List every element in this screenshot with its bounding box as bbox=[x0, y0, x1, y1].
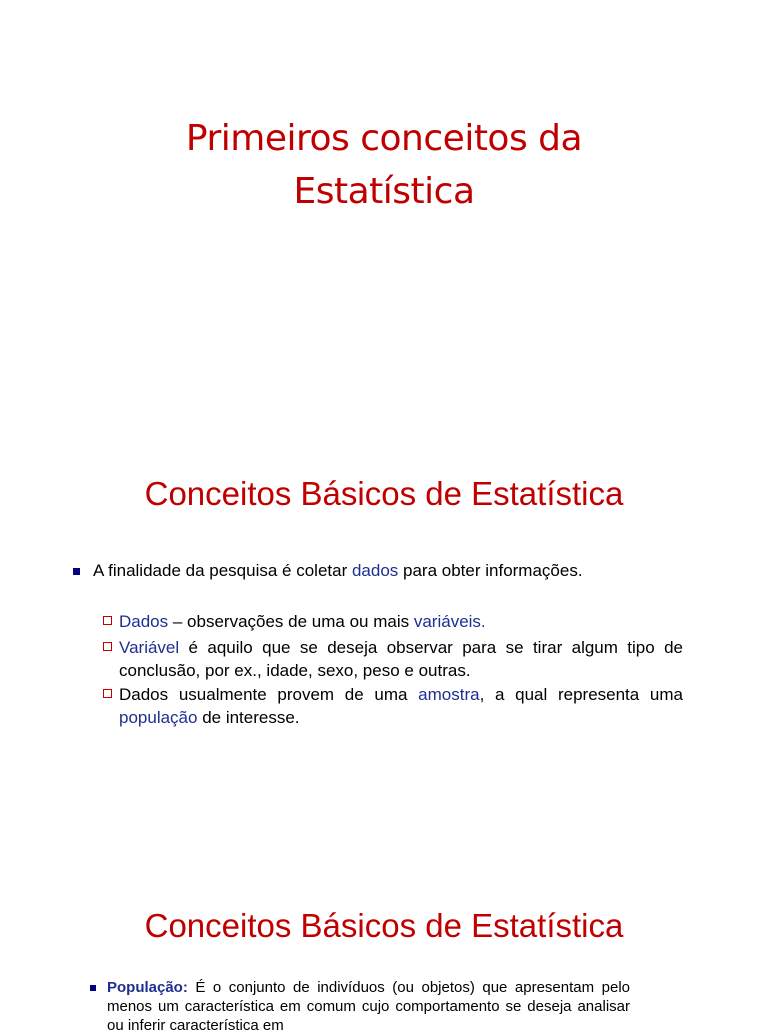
square-bullet-icon bbox=[90, 985, 96, 991]
square-bullet-icon bbox=[73, 568, 80, 575]
presentation-title bbox=[0, 112, 768, 218]
bullet-text: A finalidade da pesquisa é coletar dados para obter informações. bbox=[93, 561, 583, 580]
sub-bullet-amostra: Dados usualmente provem de uma amostra, a qual representa uma população de interesse. bbox=[103, 683, 683, 729]
slide-basic-concepts bbox=[0, 420, 768, 860]
term-dados: dados bbox=[351, 561, 399, 580]
slide-title-page bbox=[0, 0, 768, 420]
hollow-square-bullet-icon bbox=[103, 689, 112, 698]
slide-basic-concepts-2 bbox=[0, 860, 768, 1034]
sub-bullet-variavel: Variável é aquilo que se deseja observar para se tirar algum tipo de conclusão, por ex., idade, sexo, peso e outras. bbox=[103, 636, 683, 682]
slide-title: Conceitos Básicos de Estatística bbox=[144, 907, 624, 944]
title-line-2: Estatística bbox=[293, 171, 475, 212]
bullet-populacao: População: É o conjunto de indivíduos (ou objetos) que apresentam pelo menos um característica em comum cujo comportamento se deseja analisar ou inferir característica em bbox=[107, 979, 630, 1034]
sub-bullet-dados: Dados – observações de uma ou mais variáveis. bbox=[103, 610, 683, 633]
hollow-square-bullet-icon bbox=[103, 642, 112, 651]
title-line-1: Primeiros conceitos da bbox=[185, 118, 583, 159]
hollow-square-bullet-icon bbox=[103, 616, 112, 625]
slide-title: Conceitos Básicos de Estatística bbox=[144, 475, 624, 512]
